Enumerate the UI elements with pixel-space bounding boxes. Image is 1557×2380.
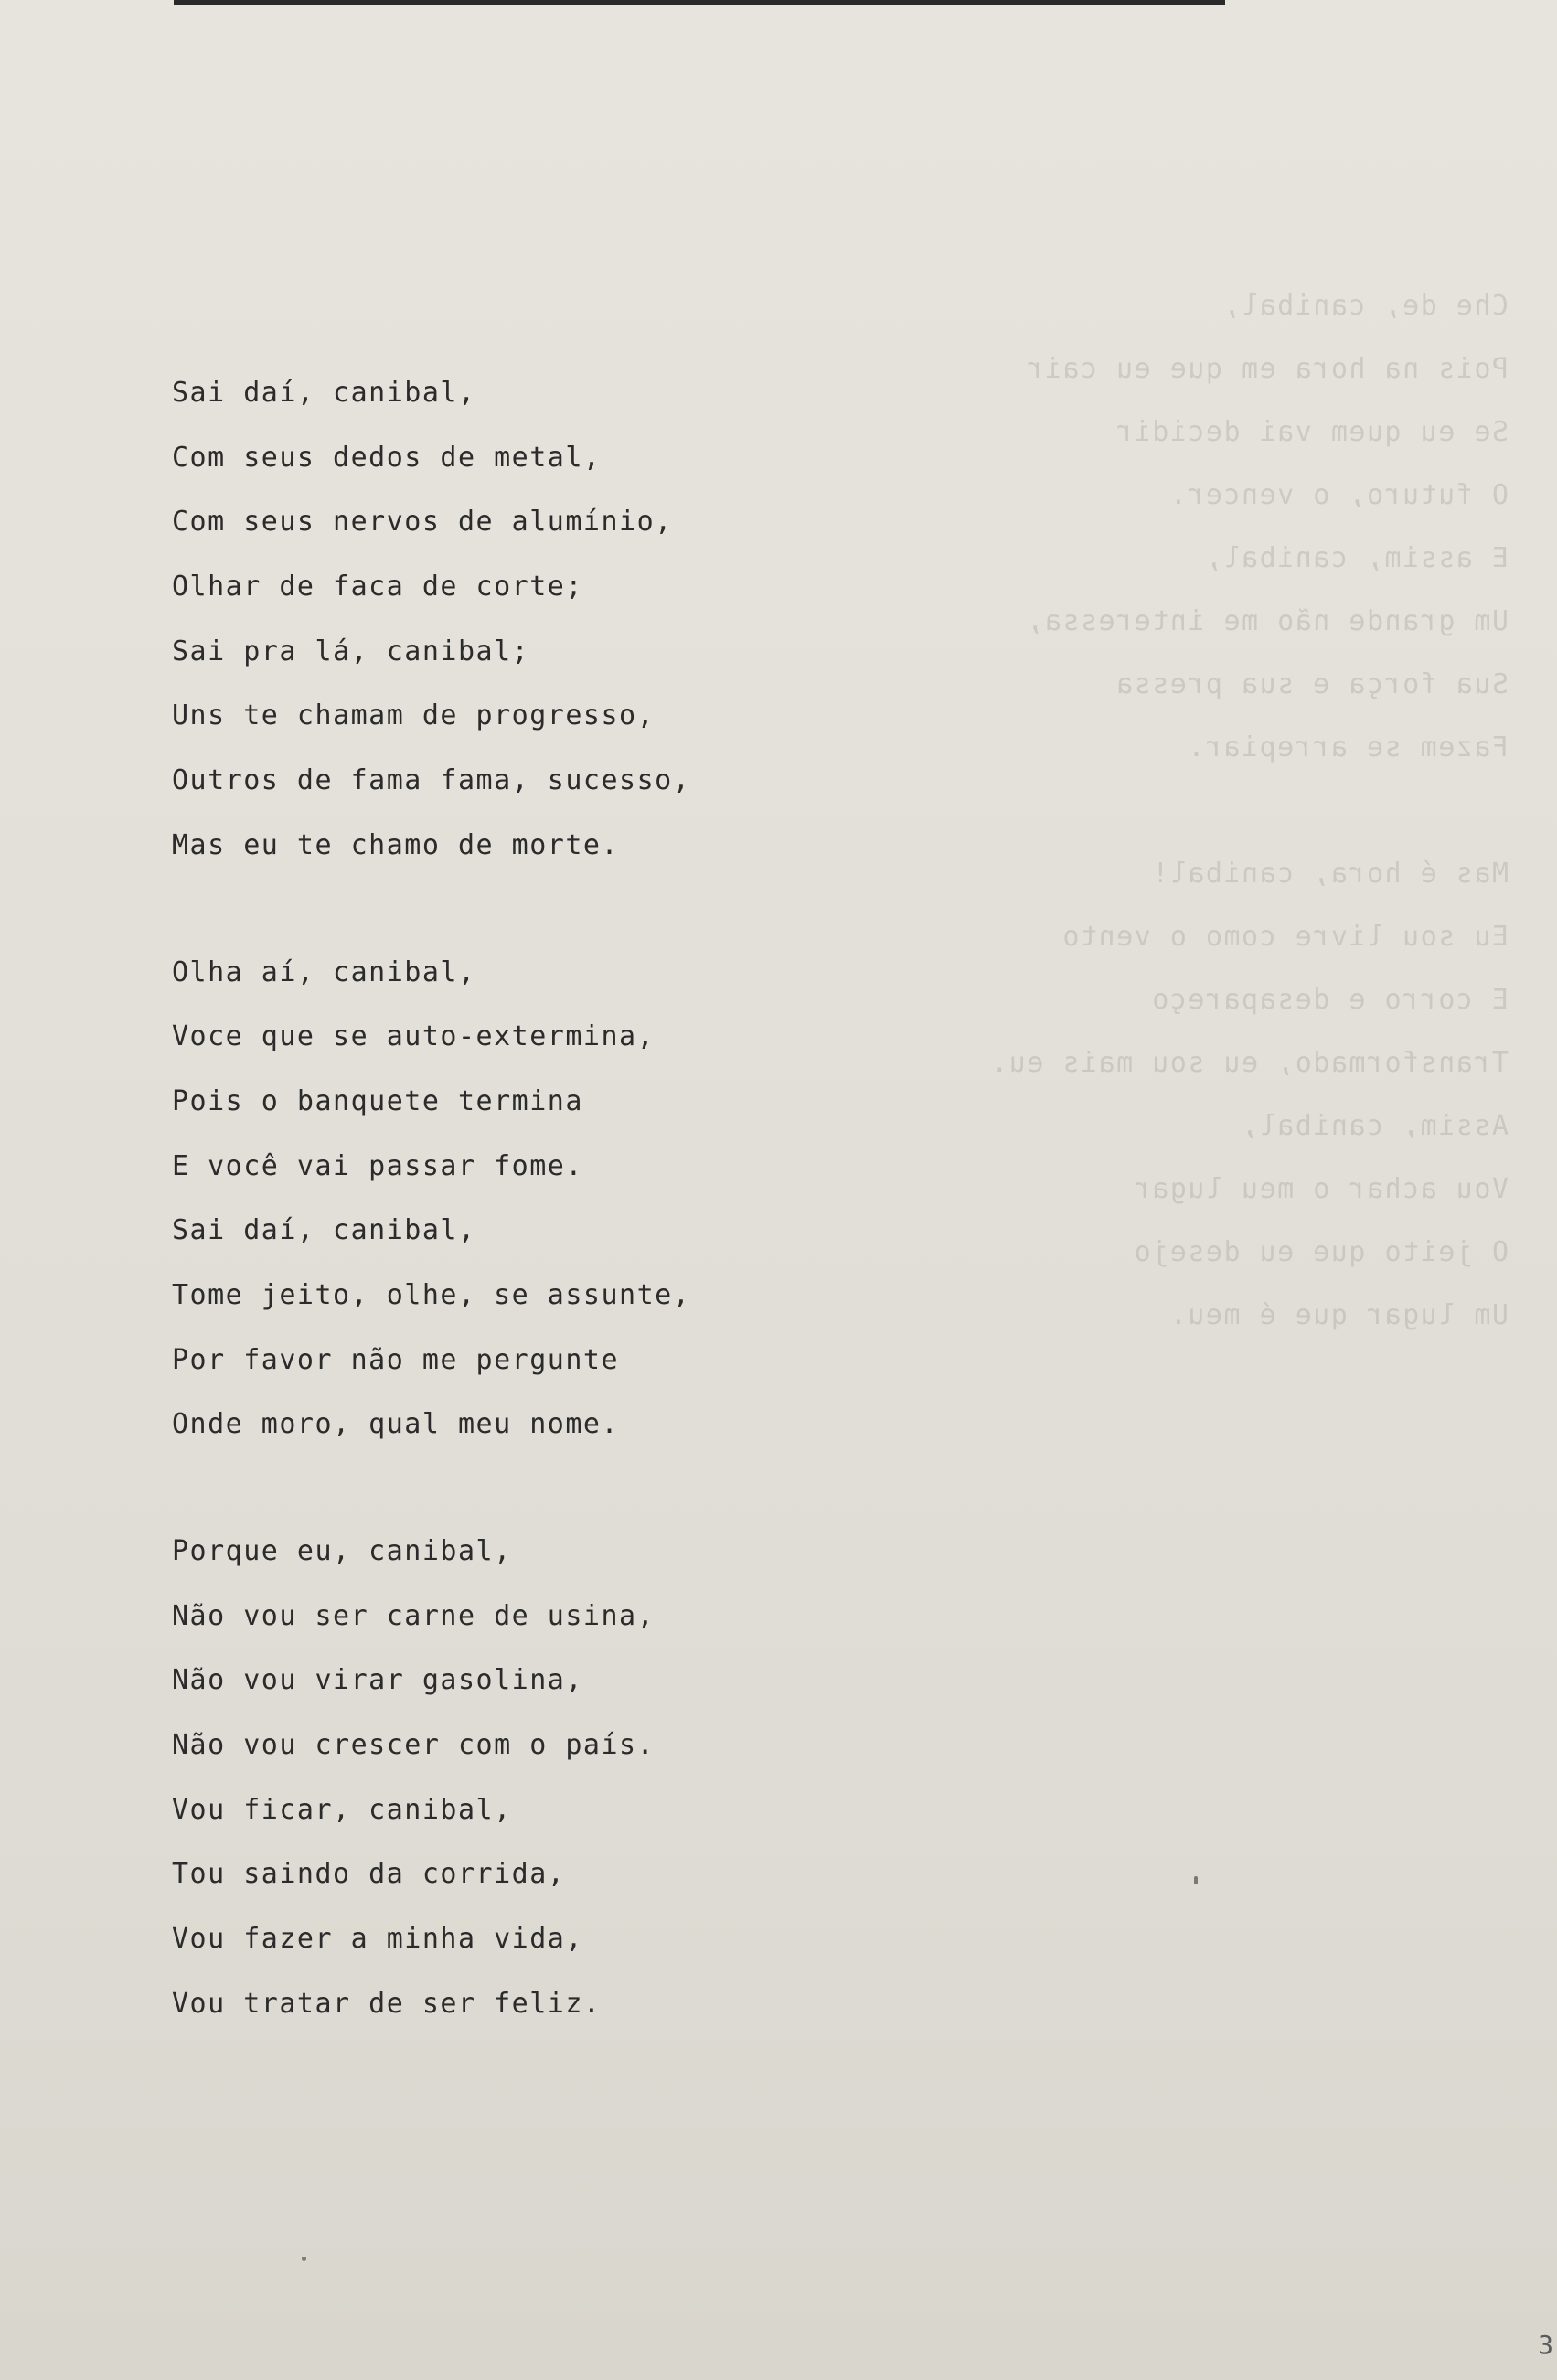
ghost-line: Se eu quem vai decidir xyxy=(1114,416,1509,448)
poem-line: Olha aí, canibal, xyxy=(172,955,476,988)
ghost-line: Che de, canibal, xyxy=(1222,290,1509,322)
poem-line: Não vou ser carne de usina, xyxy=(172,1599,656,1632)
poem-line: Sai pra lá, canibal; xyxy=(172,635,530,667)
poem-line: Mas eu te chamo de morte. xyxy=(172,828,620,861)
poem-line: Uns te chamam de progresso, xyxy=(172,699,656,732)
ghost-line: Pois na hora em que eu cair xyxy=(1025,353,1509,385)
stanza-2 xyxy=(172,941,995,1458)
poem-line: Não vou virar gasolina, xyxy=(172,1664,583,1697)
stanza-1 xyxy=(172,361,995,879)
ghost-line: Eu sou livre como o vento xyxy=(1061,921,1509,953)
poem xyxy=(172,361,995,2099)
ghost-line: Vou achar o meu lugar xyxy=(1133,1173,1509,1205)
paper-speck xyxy=(302,2257,306,2261)
poem-line: Pois o banquete termina xyxy=(172,1084,583,1117)
poem-line: Tou saindo da corrida, xyxy=(172,1858,566,1891)
stanza-3 xyxy=(172,1520,995,2037)
ghost-line: E corro e desapareço xyxy=(1150,984,1509,1016)
ghost-line: O jeito que eu desejo xyxy=(1133,1236,1509,1268)
top-edge-shadow xyxy=(174,0,1225,5)
paper-speck xyxy=(1194,1876,1198,1884)
poem-line: Voce que se auto-extermina, xyxy=(172,1020,656,1053)
poem-line: Por favor não me pergunte xyxy=(172,1343,620,1376)
poem-line: Vou ficar, canibal, xyxy=(172,1793,512,1826)
page-number: 3 xyxy=(1538,2330,1553,2360)
poem-line: Outros de fama fama, sucesso, xyxy=(172,764,691,797)
poem-line: Sai daí, canibal, xyxy=(172,1214,476,1247)
ghost-line: Transformado, eu sou mais eu. xyxy=(989,1047,1509,1079)
poem-line: Sai daí, canibal, xyxy=(172,377,476,409)
poem-line: Com seus nervos de alumínio, xyxy=(172,506,673,539)
poem-line: Tome jeito, olhe, se assunte, xyxy=(172,1278,691,1311)
show-through-text xyxy=(923,274,1509,1347)
ghost-line: Assim, canibal, xyxy=(1240,1110,1509,1142)
poem-line: Olhar de faca de corte; xyxy=(172,571,583,603)
poem-line: E você vai passar fome. xyxy=(172,1149,583,1182)
poem-line: Porque eu, canibal, xyxy=(172,1535,512,1567)
ghost-line: Fazem se arrepiar. xyxy=(1186,731,1509,763)
ghost-line: Mas é hora, canibal! xyxy=(1150,858,1509,890)
poem-line: Onde moro, qual meu nome. xyxy=(172,1408,620,1441)
poem-line: Vou tratar de ser feliz. xyxy=(172,1987,602,2020)
ghost-line xyxy=(923,779,1509,842)
ghost-line: E assim, canibal, xyxy=(1204,542,1509,574)
ghost-line: Sua força e sua pressa xyxy=(1114,668,1509,700)
poem-line: Vou fazer a minha vida, xyxy=(172,1923,583,1956)
ghost-line: Um grande não me interessa, xyxy=(1025,605,1509,637)
poem-line: Com seus dedos de metal, xyxy=(172,441,602,474)
ghost-line: O futuro, o vencer. xyxy=(1168,479,1509,511)
ghost-line: Um lugar que é meu. xyxy=(1168,1299,1509,1331)
poem-line: Não vou crescer com o país. xyxy=(172,1729,656,1762)
